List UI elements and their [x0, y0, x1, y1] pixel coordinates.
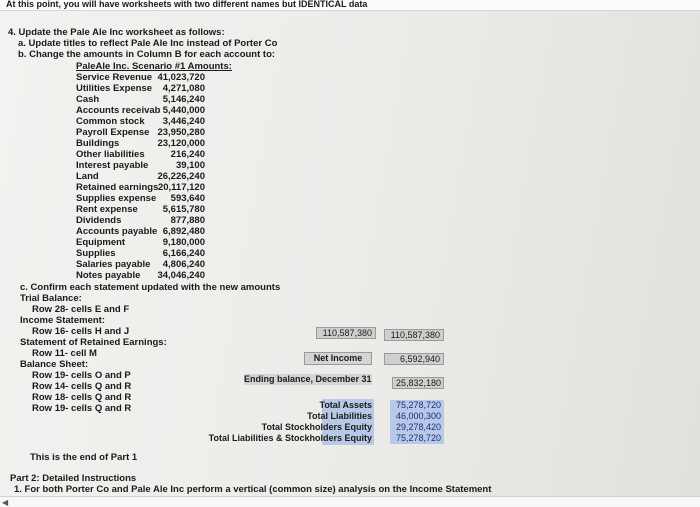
net-income-value: 6,592,940 [384, 353, 444, 365]
scroll-left-icon[interactable]: ◀ [2, 498, 9, 507]
income-statement-heading: Income Statement: [20, 315, 105, 326]
account-amount: 5,440,000 [162, 105, 205, 116]
account-amount: 23,120,000 [157, 138, 205, 149]
account-name: Notes payable [76, 270, 141, 281]
account-name: Payroll Expense [76, 127, 150, 138]
net-income-label: Net Income [304, 352, 372, 365]
account-amount: 5,146,240 [162, 94, 205, 105]
horizontal-scrollbar[interactable] [0, 496, 700, 507]
account-amount: 216,240 [170, 149, 205, 160]
ending-balance-label: Ending balance, December 31 [244, 374, 372, 384]
account-name: Cash [76, 94, 100, 105]
account-amount: 26,226,240 [157, 171, 205, 182]
account-name: Retained earnings [76, 182, 159, 193]
income-statement-cells: Row 16- cells H and J [32, 326, 130, 337]
account-name: Common stock [76, 116, 145, 127]
account-name: Salaries payable [76, 259, 151, 270]
account-name: Supplies expense [76, 193, 157, 204]
account-amount: 5,615,780 [162, 204, 205, 215]
account-amount: 4,806,240 [162, 259, 205, 270]
total-liabilities-equity-label-top: Total Liabilities & Stockholders Equity [208, 433, 372, 443]
account-amount: 20,117,120 [157, 182, 205, 193]
step4-title: 4. Update the Pale Ale Inc worksheet as follows: [8, 27, 225, 38]
trial-balance-credit-total: 110,587,380 [384, 329, 444, 341]
ending-balance-value: 25,832,180 [392, 377, 444, 389]
account-name: Supplies [76, 248, 116, 259]
account-amount: 41,023,720 [157, 72, 205, 83]
account-name: Other liabilities [76, 149, 145, 160]
part2-item1: 1. For both Porter Co and Pale Ale Inc perform a vertical (common size) analysis on the Income Statement [14, 484, 492, 495]
balance-sheet-heading: Balance Sheet: [20, 359, 89, 370]
account-amount: 4,271,080 [162, 83, 205, 94]
step4-item-a: a. Update titles to reflect Pale Ale Inc instead of Porter Co [18, 38, 278, 49]
balance-sheet-row: Row 19- cells Q and R [32, 403, 132, 414]
balance-sheet-row: Row 14- cells Q and R [32, 381, 132, 392]
step4-item-b: b. Change the amounts in Column B for each account to: [18, 49, 276, 60]
account-name: Interest payable [76, 160, 149, 171]
account-amount: 3,446,240 [162, 116, 205, 127]
total-equity-label-top: Total Stockholders Equity [261, 422, 372, 432]
total-assets-label-top: Total Assets [319, 400, 372, 410]
retained-earnings-heading: Statement of Retained Earnings: [20, 337, 167, 348]
account-name: Buildings [76, 138, 120, 149]
account-amount: 6,166,240 [162, 248, 205, 259]
trial-balance-debit-total: 110,587,380 [316, 327, 376, 339]
step4-item-c: c. Confirm each statement updated with the new amounts [20, 282, 281, 293]
trial-balance-cells: Row 28- cells E and F [32, 304, 130, 315]
total-equity-value: 29,278,420 [390, 422, 444, 433]
balance-sheet-row: Row 19- cells O and P [32, 370, 131, 381]
account-name: Accounts payable [76, 226, 158, 237]
account-name: Utilities Expense [76, 83, 153, 94]
account-name: Service Revenue [76, 72, 153, 83]
account-amount: 877,880 [170, 215, 205, 226]
account-name: Land [76, 171, 99, 182]
account-amount: 6,892,480 [162, 226, 205, 237]
account-name: Dividends [76, 215, 122, 226]
amounts-table-title: PaleAle Inc. Scenario #1 Amounts: [76, 61, 232, 72]
header-note: At this point, you will have worksheets with two different names but IDENTICAL data [6, 0, 368, 9]
trial-balance-heading: Trial Balance: [20, 293, 82, 304]
account-amount: 39,100 [175, 160, 205, 171]
total-liabilities-label-top: Total Liabilities [307, 411, 372, 421]
account-amount: 23,950,280 [157, 127, 205, 138]
total-assets-value: 75,278,720 [390, 400, 444, 411]
account-name: Rent expense [76, 204, 138, 215]
retained-earnings-cells: Row 11- cell M [32, 348, 97, 359]
account-name: Accounts receivab [76, 105, 161, 116]
account-amount: 34,046,240 [157, 270, 205, 281]
total-liabilities-equity-value: 75,278,720 [390, 433, 444, 444]
account-amount: 593,640 [170, 193, 205, 204]
account-name: Equipment [76, 237, 126, 248]
end-of-part1: This is the end of Part 1 [30, 452, 138, 463]
total-liabilities-value: 46,000,300 [390, 411, 444, 422]
account-amount: 9,180,000 [162, 237, 205, 248]
balance-sheet-row: Row 18- cells Q and R [32, 392, 132, 403]
part2-title: Part 2: Detailed Instructions [10, 473, 137, 484]
